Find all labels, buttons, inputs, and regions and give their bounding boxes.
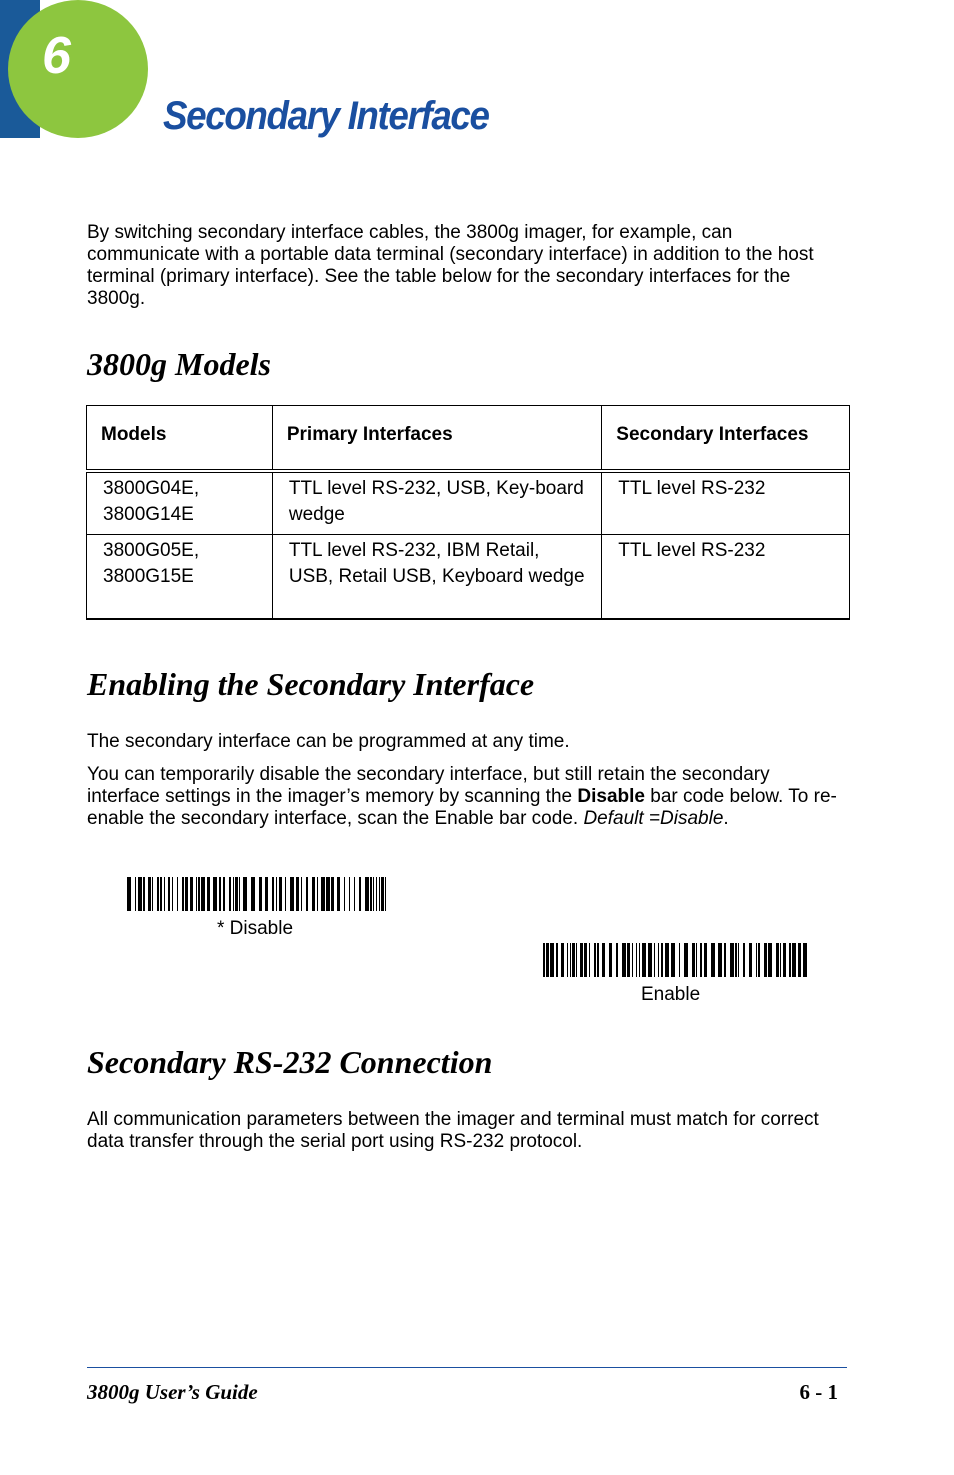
barcode-bar	[798, 943, 801, 977]
disable-barcode-label: * Disable	[217, 918, 294, 939]
barcode-bar	[594, 943, 596, 977]
enabling-text: bar code below. To re-enable the secondary interface, scan the Enable bar code.	[87, 786, 837, 829]
barcode-bar	[138, 877, 142, 911]
enable-barcode-label: Enable	[641, 984, 701, 1005]
enabling-heading: Enabling the Secondary Interface	[87, 666, 535, 702]
barcode-bar	[692, 943, 695, 977]
barcode-bar	[337, 877, 340, 911]
barcode-bar	[792, 943, 796, 977]
barcode-bar	[190, 877, 193, 911]
barcode-bar	[658, 943, 659, 977]
barcode-bar	[570, 943, 571, 977]
rs232-heading: Secondary RS-232 Connection	[87, 1044, 493, 1080]
barcode-bar	[589, 943, 590, 977]
barcode-bar	[609, 943, 612, 977]
barcode-bar	[148, 877, 151, 911]
enabling-text: You can temporarily disable the secondary interface, but still retain the secondary interface settings in the imager’s memory by scanning the	[87, 764, 770, 807]
barcode-bar	[290, 877, 294, 911]
table-cell: TTL level RS-232, IBM Retail, USB, Retail USB, Keyboard wedge	[272, 535, 601, 620]
barcode-bar	[349, 877, 350, 911]
barcode-bar	[783, 943, 786, 977]
barcode-bar	[370, 877, 372, 911]
barcode-bar	[279, 877, 282, 911]
barcode-bar	[724, 943, 726, 977]
barcode-bar	[196, 877, 197, 911]
barcode-bar	[648, 943, 652, 977]
disable-keyword: Disable	[577, 786, 645, 807]
barcode-bar	[642, 943, 646, 977]
barcode-bar	[344, 877, 345, 911]
barcode-bar	[639, 943, 640, 977]
barcode-bar	[317, 877, 318, 911]
barcode-bar	[379, 877, 380, 911]
barcode-bar	[143, 877, 145, 911]
barcode-bar	[168, 877, 170, 911]
barcode-bar	[584, 943, 587, 977]
barcode-bar	[229, 877, 231, 911]
barcode-bar	[160, 877, 162, 911]
table-row	[87, 535, 850, 620]
barcode-bar	[296, 877, 299, 911]
barcode-bar	[561, 943, 564, 977]
barcode-bar	[743, 943, 745, 977]
barcode-bar	[265, 877, 268, 911]
barcode-bar	[326, 877, 330, 911]
barcode-bar	[233, 877, 234, 911]
barcode-bar	[213, 877, 217, 911]
barcode-bar	[135, 877, 136, 911]
footer-guide-title: 3800g User’s Guide	[87, 1380, 258, 1404]
barcode-bar	[152, 877, 153, 911]
barcode-bar	[711, 943, 715, 977]
barcode-bar	[632, 943, 633, 977]
barcode-bar	[764, 943, 767, 977]
barcode-bar	[776, 943, 779, 977]
barcode-bar	[780, 943, 781, 977]
barcode-bar	[182, 877, 184, 911]
barcode-bar	[580, 943, 583, 977]
barcode-bar	[385, 877, 386, 911]
barcode-bar	[749, 943, 752, 977]
barcode-bar	[251, 877, 255, 911]
table-header-cell: Primary Interfaces	[272, 406, 601, 472]
barcode-bar	[572, 943, 575, 977]
barcode-bar	[207, 877, 210, 911]
models-table	[86, 405, 850, 620]
disable-barcode[interactable]	[127, 877, 391, 911]
footer-divider	[87, 1367, 847, 1368]
enable-barcode[interactable]	[543, 943, 807, 977]
chapter-number: 6	[42, 27, 71, 85]
barcode-bar	[556, 943, 558, 977]
barcode-bar	[718, 943, 722, 977]
barcode-bar	[365, 877, 369, 911]
table-header-cell: Models	[87, 406, 273, 472]
barcode-bar	[381, 877, 384, 911]
barcode-bar	[803, 943, 807, 977]
barcode-bar	[239, 877, 240, 911]
table-cell: 3800G05E, 3800G15E	[87, 535, 273, 620]
barcode-bar	[164, 877, 165, 911]
enabling-text: .	[723, 808, 729, 829]
barcode-bar	[331, 877, 334, 911]
barcode-bar	[185, 877, 188, 911]
table-cell: 3800G04E, 3800G14E	[87, 471, 273, 535]
table-header-cell: Secondary Interfaces	[602, 406, 850, 472]
barcode-bar	[738, 943, 739, 977]
barcode-bar	[301, 877, 302, 911]
rs232-paragraph: All communication parameters between the imager and terminal must match for correct data transfer through the serial port using RS-232 protocol.	[87, 1109, 819, 1152]
barcode-bar	[567, 943, 568, 977]
footer-page-number: 6 - 1	[799, 1380, 838, 1404]
barcode-bar	[735, 943, 737, 977]
default-note: Default =Disable	[583, 808, 724, 829]
barcode-bar	[198, 877, 200, 911]
barcode-bar	[636, 943, 637, 977]
barcode-bar	[306, 877, 308, 911]
barcode-bar	[546, 943, 549, 977]
barcode-bar	[285, 877, 286, 911]
barcode-bar	[157, 877, 159, 911]
barcode-bar	[354, 877, 355, 911]
barcode-bar	[219, 877, 221, 911]
barcode-bar	[312, 877, 315, 911]
barcode-bar	[576, 943, 577, 977]
barcode-bar	[602, 943, 605, 977]
intro-paragraph: By switching secondary interface cables, the 3800g imager, for example, can communicate with a portable data terminal (secondary interface) in addition to the host terminal (primary interface). See the table below for the secondary interfaces for the 3800g.	[87, 222, 814, 309]
barcode-bar	[223, 877, 225, 911]
barcode-bar	[172, 877, 173, 911]
page-title: Secondary Interface	[163, 94, 489, 138]
barcode-bar	[550, 943, 554, 977]
barcode-bar	[756, 943, 757, 977]
barcode-bar	[684, 943, 688, 977]
barcode-bar	[700, 943, 702, 977]
barcode-bar	[671, 943, 675, 977]
barcode-bar	[276, 877, 277, 911]
barcode-bar	[768, 943, 772, 977]
enabling-paragraph-1: The secondary interface can be programmed at any time.	[87, 731, 570, 752]
barcode-bar	[373, 877, 374, 911]
table-header-row	[87, 406, 850, 472]
barcode-bar	[704, 943, 707, 977]
barcode-bar	[730, 943, 734, 977]
barcode-bar	[127, 877, 131, 911]
models-heading: 3800g Models	[87, 346, 271, 382]
barcode-bar	[696, 943, 697, 977]
barcode-bar	[627, 943, 630, 977]
barcode-bar	[321, 877, 325, 911]
barcode-bar	[359, 877, 361, 911]
table-cell: TTL level RS-232	[602, 535, 850, 620]
barcode-bar	[272, 877, 274, 911]
barcode-bar	[597, 943, 599, 977]
table-row	[87, 471, 850, 535]
barcode-bar	[376, 877, 377, 911]
barcode-bar	[661, 943, 663, 977]
barcode-bar	[789, 943, 791, 977]
barcode-bar	[679, 943, 680, 977]
table-cell: TTL level RS-232	[602, 471, 850, 535]
barcode-bar	[665, 943, 669, 977]
barcode-bar	[616, 943, 618, 977]
barcode-bar	[235, 877, 238, 911]
barcode-bar	[622, 943, 626, 977]
barcode-bar	[758, 943, 760, 977]
enabling-paragraph-2	[87, 764, 847, 830]
barcode-bar	[177, 877, 178, 911]
table-cell: TTL level RS-232, USB, Key-board wedge	[272, 471, 601, 535]
barcode-bar	[654, 943, 655, 977]
barcode-bar	[543, 943, 545, 977]
barcode-bar	[201, 877, 205, 911]
barcode-bar	[243, 877, 247, 911]
barcode-bar	[259, 877, 262, 911]
